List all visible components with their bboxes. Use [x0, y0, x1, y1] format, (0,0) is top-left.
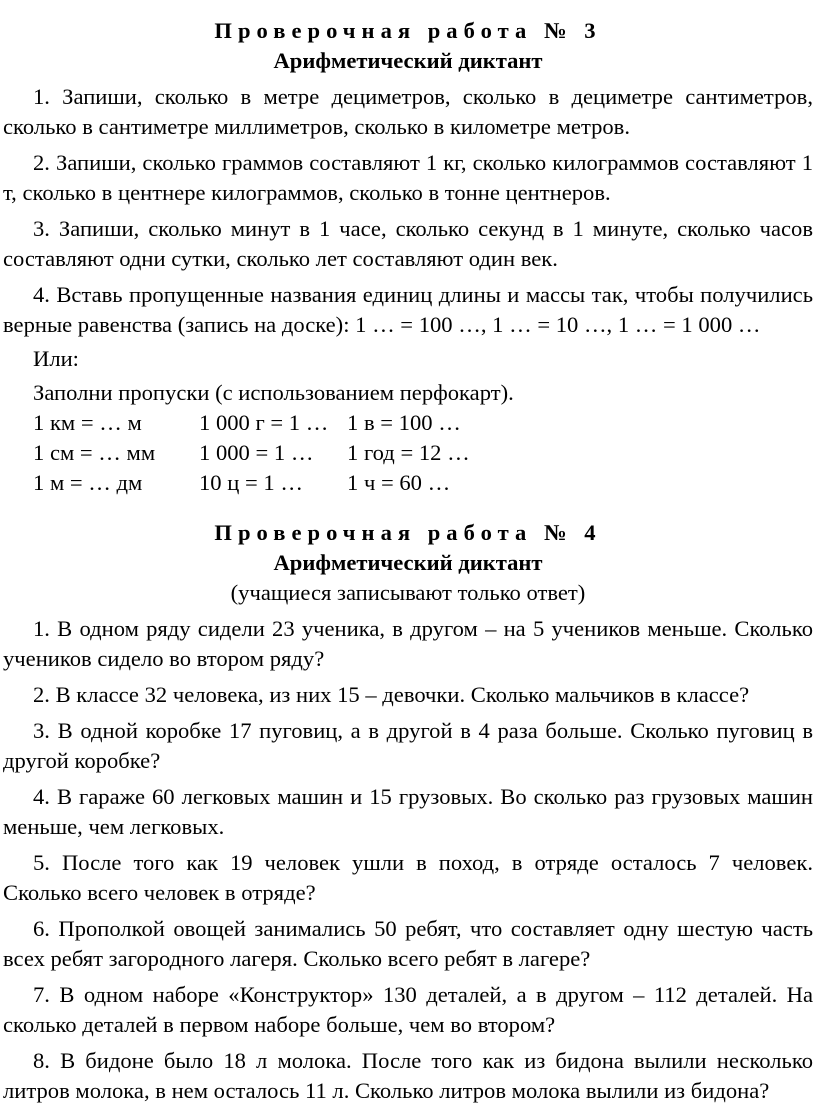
units-cell: 10 ц = 1 …: [199, 470, 303, 495]
test-4-item-3: 3. В одной коробке 17 пуговиц, а в другой в 4 раза больше. Сколько пуговиц в другой коробке?: [3, 718, 813, 773]
units-row: [33, 408, 813, 438]
test-4-item-8: 8. В бидоне было 18 л молока. После того как из бидона вылили несколько литров молока, в нем осталось 11 л. Сколько литров молока вылили из бидона?: [3, 1048, 813, 1103]
document-page: [0, 16, 816, 1106]
test-4-section: [0, 518, 816, 1106]
test-4-item-7: 7. В одном наборе «Конструктор» 130 деталей, а в другом – 112 деталей. На сколько деталей в первом наборе больше, чем во втором?: [3, 982, 813, 1037]
units-row: [33, 468, 813, 498]
units-table: [3, 408, 813, 498]
or-label: Или:: [33, 346, 79, 371]
test-4-item-1: 1. В одном ряду сидели 23 ученика, в другом – на 5 учеников меньше. Сколько учеников сидело во втором ряду?: [3, 616, 813, 671]
fill-label: Заполни пропуски (с использованием перфокарт).: [33, 380, 514, 405]
units-cell: 1 ч = 60 …: [347, 470, 451, 495]
test-4-note: (учащиеся записывают только ответ): [230, 580, 586, 605]
units-cell: 1 в = 100 …: [347, 410, 461, 435]
test-4-subtitle: Арифметический диктант: [273, 550, 543, 575]
units-cell: 1 000 = 1 …: [199, 440, 314, 465]
test-4-item-2: 2. В классе 32 человека, из них 15 – девочки. Сколько мальчиков в классе?: [33, 682, 750, 707]
test-3-section: [0, 16, 816, 498]
units-cell: 1 см = … мм: [33, 440, 156, 465]
test-3-subtitle: Арифметический диктант: [273, 48, 543, 73]
test-4-item-5: 5. После того как 19 человек ушли в поход, в отряде осталось 7 человек. Сколько всего человек в отряде?: [3, 850, 813, 905]
test-4-item-4: 4. В гараже 60 легковых машин и 15 грузовых. Во сколько раз грузовых машин меньше, чем легковых.: [3, 784, 813, 839]
units-cell: 1 м = … дм: [33, 470, 143, 495]
test-4-title: Проверочная работа № 4: [214, 520, 602, 545]
units-cell: 1 000 г = 1 …: [199, 410, 329, 435]
units-cell: 1 год = 12 …: [347, 440, 470, 465]
test-3-item-2: 2. Запиши, сколько граммов составляют 1 кг, сколько килограммов составляют 1 т, сколько в центнере килограммов, сколько в тонне центнеров.: [3, 150, 813, 205]
units-row: [33, 438, 813, 468]
units-cell: 1 км = … м: [33, 410, 142, 435]
test-4-item-6: 6. Прополкой овощей занимались 50 ребят, что составляет одну шестую часть всех ребят загородного лагеря. Сколько всего ребят в лагере?: [3, 916, 813, 971]
test-3-item-1: 1. Запиши, сколько в метре дециметров, сколько в дециметре сантиметров, сколько в сантиметре миллиметров, сколько в километре метров.: [3, 84, 813, 139]
test-3-item-4: 4. Вставь пропущенные названия единиц длины и массы так, чтобы получились верные равенства (запись на доске): 1 … = 100 …, 1 … = 10 …, 1 … = 1 000 …: [3, 282, 813, 337]
test-3-title: Проверочная работа № 3: [214, 18, 602, 43]
test-3-item-3: 3. Запиши, сколько минут в 1 часе, сколько секунд в 1 минуте, сколько часов составляют одни сутки, сколько лет составляют один век.: [3, 216, 813, 271]
